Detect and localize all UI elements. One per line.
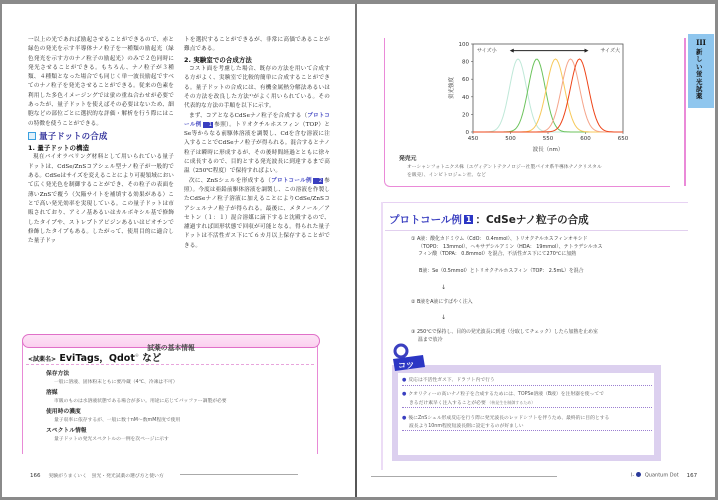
x-tick-label: 550 (542, 136, 554, 142)
bullet-icon: ● (402, 391, 407, 397)
spectrum-value: 量子ドットの発光スペクトルの一例を次ページに示す (54, 437, 169, 442)
protocol-number-badge: 1 (203, 122, 213, 128)
tip-note: （核発生を制御するため） (487, 399, 536, 405)
footer-rule (180, 474, 298, 475)
y-axis-label: 蛍光強度 (449, 76, 455, 100)
section-label: I- (631, 472, 635, 479)
y-tick-label: 80 (462, 59, 469, 66)
step-2: ② B液をA液にすばやく注入 (411, 299, 473, 305)
y-tick-label: 20 (462, 112, 469, 119)
chapter-tab[interactable] (688, 34, 714, 108)
protocol-1-link[interactable]: プロトコール例 (184, 112, 330, 128)
spectrum-curve (473, 59, 623, 132)
spectrum-curve (473, 59, 623, 132)
subheading-lab-synthesis: 2. 実験室での合成方法 (184, 55, 252, 64)
tip-item (402, 415, 652, 431)
concentration-key: 使用時の濃度 (46, 409, 81, 415)
continued-paragraph: トを選択することができるが、非常に高価であることが難点である。 (184, 37, 330, 53)
x-tick-label: 450 (467, 136, 479, 142)
step-1-line: ① A液：酸化カドミウム（CdO： 0.4mmol）、トリオクチルホスフィンオキシド (411, 236, 588, 242)
tip-item (402, 391, 652, 408)
left-column (28, 36, 174, 246)
bullet-icon: ● (402, 377, 407, 383)
step-1 (411, 236, 603, 259)
step-1-line: （TOPO： 13mmol）、ヘキサデシルアミン（HDA： 19mmol）、テトラデシルホス (418, 243, 603, 250)
right-column (184, 36, 330, 251)
right-footer (631, 472, 697, 479)
protocol-number-badge: 1 (465, 215, 472, 224)
tip-text: 反応は不活性ガス下、ドラフト内で行う (408, 378, 495, 383)
tips-label: コツ (398, 361, 414, 370)
distributor-key: 発売元 (399, 156, 417, 162)
tips-inner (398, 373, 654, 455)
protocol-top-rule (383, 202, 688, 203)
reagent-name-text: EviTags，Qdot (59, 353, 135, 364)
subheading-structure: 1. 量子ドットの構造 (28, 143, 90, 152)
spectrum-key: スペクトル情報 (46, 428, 87, 434)
protocol-title-rule (385, 230, 688, 231)
tip-item (402, 377, 652, 386)
reagent-name-prefix: <試薬名> (28, 356, 57, 363)
x-axis-label: 波長（nm） (532, 147, 564, 153)
synthesis-paragraph-2 (184, 112, 330, 177)
concentration-value: 量子収率に依存するが、一般に数十nM～数mM程度で使用 (54, 418, 181, 423)
text: 参照）。今度は亜鉛前駆体溶液を調製し、この溶液を作製したCdSeナノ粒子溶液に加えることによりCdSe/ZnSコアシェルナノ粒子が得られる。最後に、メタノール／アセトン（１：１）混合溶媒に滴下すると沈殿するので、濾過すれば固形状態で回収が可能となる。得られた量子ドットは不活性ガス下にて６カ月以上保存することができる。 (184, 177, 330, 249)
text: 次に、ZnSシェルを形成する（ (189, 177, 272, 184)
tips-badge-icon (389, 343, 429, 373)
right-page (357, 4, 715, 497)
tips-panel (392, 365, 661, 461)
chart-axes (471, 44, 623, 134)
tip-text: きるだけ素早く注入することが必要 (409, 400, 486, 406)
section-heading-text: 量子ドットの合成 (39, 131, 108, 142)
plot-frame (473, 44, 623, 132)
size-small-annotation: サイズ小 (477, 47, 497, 54)
spectrum-curve (473, 59, 623, 132)
info-box-header (22, 334, 320, 352)
side-rule (684, 38, 686, 186)
chart-curves (473, 59, 623, 132)
step-1-line: フィン酸（TDPA： 0.8mmol）を混合、不活性ガス下にて270℃に加熱 (418, 251, 576, 258)
protocol-title-prefix: プロトコール例 (389, 214, 462, 226)
distributor-info (399, 155, 602, 180)
y-tick-label: 100 (458, 42, 469, 48)
info-box-title: 試薬の基本情報 (147, 344, 195, 352)
spectrum-figure-box (384, 38, 670, 187)
info-items (46, 370, 314, 446)
text: 参照）。トリオクチルホスフィン（TOP）とSe等からなる前駆体溶液を調製し、Cdを含む溶液に注入することでCdSeナノ粒子が得られる。混合するとナノ粒子は瞬時に形成するが、その後時間経過とともに徐々に成長するので、目的とする発光波長に到達するまで高温（250℃程度）で保持すればよい。 (184, 121, 330, 175)
distributor-value-line1: オーシャンフォトニクス株（エヴィデントテクノロジー社製バイオ系半導体ナノクリスタル (407, 165, 602, 170)
reagent-info-box (22, 334, 320, 454)
x-tick-label: 650 (617, 136, 629, 142)
section-heading (28, 132, 174, 143)
registered-mark: ® (134, 352, 139, 358)
structure-paragraph: 現在バイオラベリング材料として用いられている量子ドットは、CdSe/ZnSコアシェル型ナノ粒子が一般的である。CdSeはサイズを変えることにより可視領域において広く発光色を制御することができ、その粒子の表面を薄いZnSで覆う（欠陥サイトを補填する効果がある）ことで高い発光効率を実現している。この量子ドットは市販されており、アミノ基あるいはカルボキシル基で修飾したタイプや、ストレプトアビジンあるいはビオチンで修飾したタイプもある。したがって、使用目的に適合した量子ドッ (28, 154, 174, 245)
chapter-number: III (696, 38, 706, 47)
text: まず、コアとなるCdSeナノ粒子を合成する（ (189, 112, 308, 119)
square-bullet-icon (28, 132, 36, 140)
y-tick-label: 60 (462, 77, 469, 84)
solvent-value: 市販のものは水溶液状態である場合が多い。用途に応じてバッファー調製が必要 (54, 399, 227, 404)
spectrum-curve (473, 59, 623, 132)
step-3 (411, 329, 598, 344)
dashed-divider (26, 364, 314, 365)
footer-rule (371, 476, 557, 477)
storage-key: 保存方法 (46, 371, 70, 377)
chart-labels (447, 42, 629, 153)
arrow-head-left-icon (510, 49, 514, 53)
down-arrow-icon: ↓ (441, 284, 447, 291)
page-number: 167 (686, 472, 698, 479)
x-tick-label: 500 (505, 136, 516, 142)
tips-box (389, 343, 661, 461)
tip-text: 後にZnSシェル形成反応を行う際に発光波長のレッドシフトを伴うため、最終的に目的とする (408, 416, 610, 421)
reagent-name-suffix: など (142, 353, 162, 364)
section-title: Quantum Dot (644, 472, 679, 479)
step-3-line: 温まで放冷 (418, 336, 443, 343)
left-footer (30, 472, 164, 479)
down-arrow-icon: ↓ (441, 314, 447, 321)
step-1-b: B液：Se（0.5mmol）とトリオクチルホスフィン（TOP： 2.5mL）を混合 (419, 268, 584, 274)
size-large-annotation: サイズ大 (600, 47, 620, 54)
running-title: 実験がうまくいく 蛍光・発光試薬の選び方と使い方 (48, 474, 164, 479)
tip-text: クオリティーの高いナノ粒子を合成するためには、TOPSe溶液（B液）を注射器を使ってで (408, 392, 604, 397)
storage-value: 一般に溶液、固体粉末ともに要冷蔵（4℃、冷凍は不可） (54, 380, 178, 385)
tip-text: 波長より10nm程度短波長側に設定するのが好ましい (409, 423, 524, 429)
section-circle-icon (636, 472, 641, 477)
bullet-icon: ● (402, 415, 407, 421)
intro-paragraph: 一以上の光であれば励起させることができるので、赤と緑色の発光を示す半導体ナノ粒子を一種類の励起光（緑色発光を示す方のナノ粒子の励起光）のみで２色同時に発光させることができる。もちろん、ナノ粒子が３種類、４種類となった場合でも同じく単一波長励起ですべてのナノ粒子を発光させることができる。従来の色素を利用した多色イメージングでは蛍の重ね合わせが必要であったが、量子ドットを使えばその必要はないため、細胞などの部位ごとに選択的な評価・解析を行う際にはこの特徴を使うことができる。 (28, 37, 174, 127)
reagent-name (28, 350, 161, 364)
y-tick-label: 40 (462, 94, 469, 101)
distributor-value-line2: を販売）、インビトロジェン社、など (407, 173, 487, 178)
left-page (2, 4, 356, 497)
protocol-title (389, 212, 589, 227)
arrow-head-right-icon (585, 49, 589, 53)
protocol-2-link[interactable]: プロトコール例 (271, 177, 312, 184)
protocol-number-badge: 2 (313, 178, 323, 184)
x-tick-label: 600 (580, 136, 591, 142)
protocol-title-text: ：CdSeナノ粒子の合成 (475, 214, 589, 226)
step-3-line: ③ 250℃で保持し、目的の発光波長に到達（分取してチェック）したら加熱を止め室 (411, 329, 598, 335)
page-number: 166 (30, 473, 41, 479)
protocol-box (381, 202, 688, 470)
emission-spectrum-chart (443, 38, 633, 153)
spectrum-curve (473, 59, 623, 132)
synthesis-paragraph-1: コスト面を考慮した場合、既存の方法を用いて合成する方がよく、実験室で比較的簡単に合成することができる。量子ドットの合成には、有機金属熱分解法あるいはその方法を改良した方法¹⁾がよく用いられている。その代表的な方法の手順を以下に示す。 (184, 66, 330, 110)
y-tick-label: 0 (465, 130, 469, 136)
chapter-label: 新しい蛍光試薬 (696, 48, 703, 101)
synthesis-paragraph-3 (184, 177, 330, 251)
solvent-key: 溶媒 (46, 390, 58, 396)
